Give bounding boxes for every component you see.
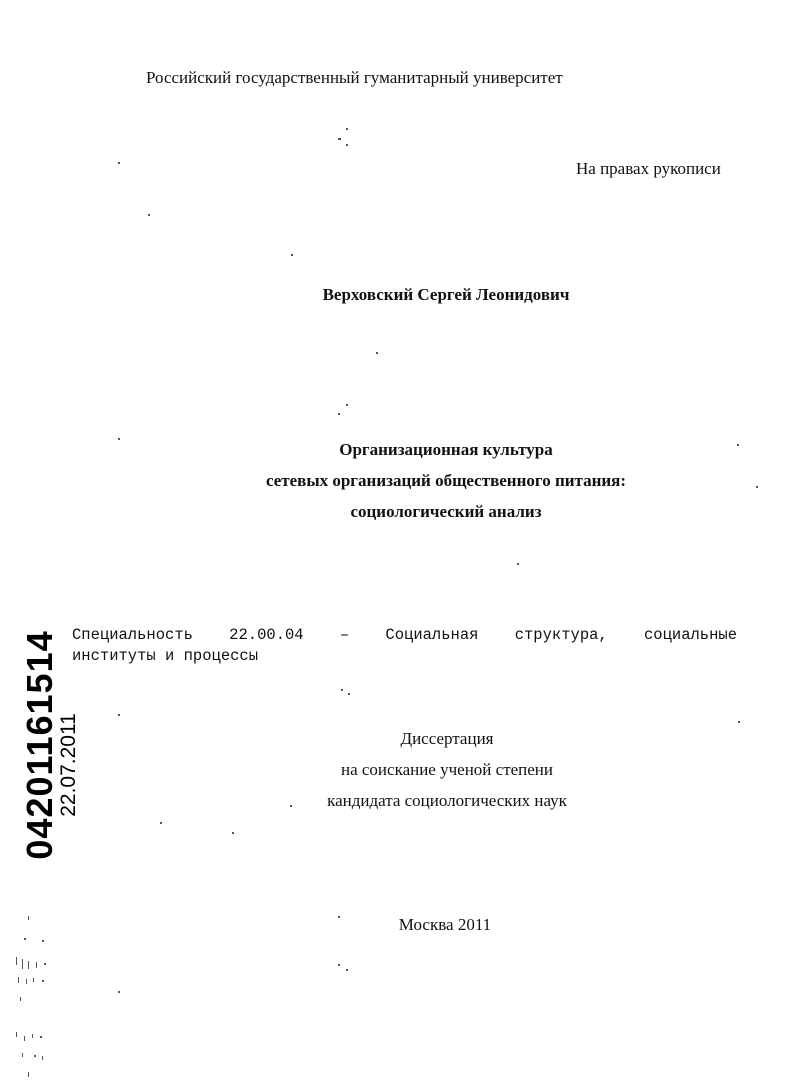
university-name: Российский государственный гуманитарный университет [146, 68, 563, 87]
specialty-line-1: Специальность 22.00.04 – Социальная структура, социальные [72, 626, 737, 644]
author-name: Верховский Сергей Леонидович [322, 285, 570, 304]
stamp-number: 04201161514 [19, 630, 60, 860]
stamp-date: 22.07.2011 [57, 713, 80, 817]
specialty-line-2: институты и процессы [72, 647, 259, 665]
degree-line-1: Диссертация [400, 729, 494, 748]
manuscript-note: На правах рукописи [576, 159, 721, 178]
degree-line-3: кандидата социологических наук [327, 791, 567, 810]
title-line-3: социологический анализ [350, 502, 542, 521]
degree-line-2: на соискание ученой степени [340, 760, 554, 779]
city-year: Москва 2011 [398, 915, 492, 934]
title-line-2: сетевых организаций общественного питания: [265, 471, 627, 490]
title-line-1: Организационная культура [339, 440, 553, 459]
